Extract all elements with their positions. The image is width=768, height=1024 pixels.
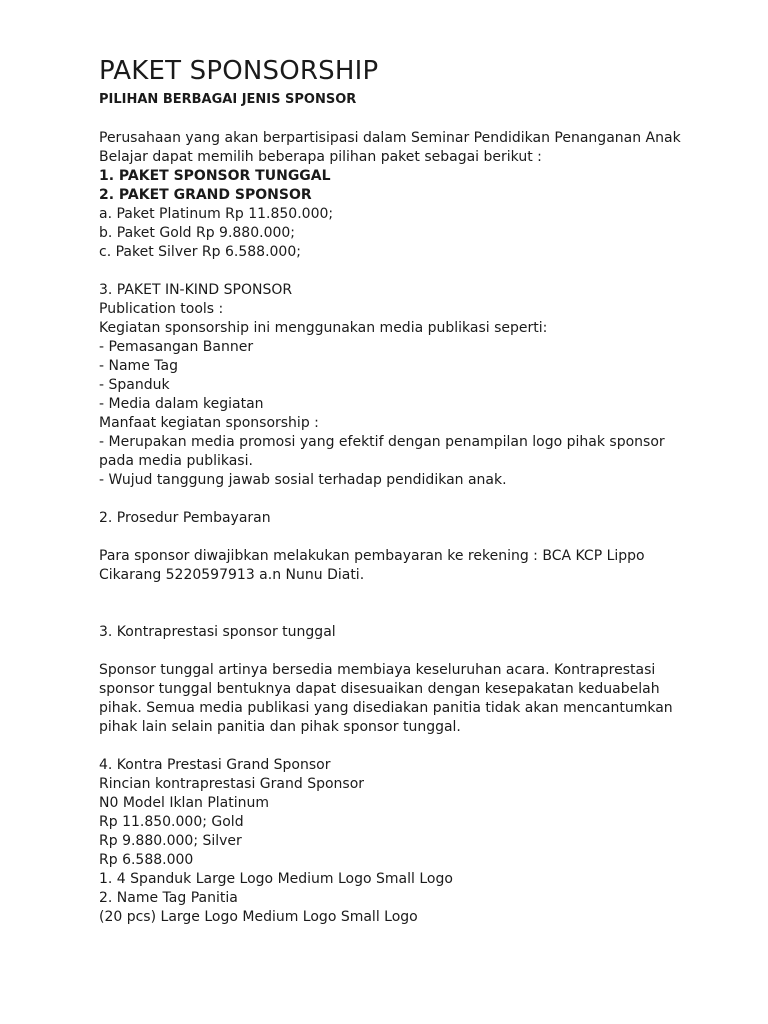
document-page: [99, 54, 739, 927]
kontra-grand-line: (20 pcs) Large Logo Medium Logo Small Logo: [99, 909, 418, 925]
kontra-grand-line: N0 Model Iklan Platinum: [99, 795, 270, 811]
kontra-grand-heading: 4. Kontra Prestasi Grand Sponsor: [99, 757, 331, 773]
payment-line: Para sponsor diwajibkan melakukan pembayaran ke rekening : BCA KCP Lippo: [99, 548, 645, 564]
page-title: PAKET SPONSORSHIP: [99, 56, 379, 86]
spacer: [99, 585, 739, 623]
intro-line: Perusahaan yang akan berpartisipasi dalam Seminar Pendidikan Penanganan Anak: [99, 130, 681, 146]
inkind-tools-desc: Kegiatan sponsorship ini menggunakan media publikasi seperti:: [99, 320, 548, 336]
inkind-benefit-item: - Wujud tanggung jawab sosial terhadap pendidikan anak.: [99, 472, 507, 488]
kontra-grand-line: 1. 4 Spanduk Large Logo Medium Logo Small Logo: [99, 871, 453, 887]
package-tunggal: 1. PAKET SPONSOR TUNGGAL: [99, 168, 331, 184]
kontra-grand-line: Rp 6.588.000: [99, 852, 194, 868]
spacer: [99, 110, 739, 129]
kontra-tunggal-heading: 3. Kontraprestasi sponsor tunggal: [99, 624, 336, 640]
inkind-benefit-item: - Merupakan media promosi yang efektif dengan penampilan logo pihak sponsor: [99, 434, 665, 450]
spacer: [99, 262, 739, 281]
inkind-tool-item: - Name Tag: [99, 358, 178, 374]
page-subtitle: PILIHAN BERBAGAI JENIS SPONSOR: [99, 92, 357, 107]
kontra-tunggal-line: Sponsor tunggal artinya bersedia membiaya keseluruhan acara. Kontraprestasi: [99, 662, 656, 678]
payment-heading: 2. Prosedur Pembayaran: [99, 510, 271, 526]
spacer: [99, 490, 739, 509]
intro-line: Belajar dapat memilih beberapa pilihan paket sebagai berikut :: [99, 149, 542, 165]
kontra-tunggal-line: pihak. Semua media publikasi yang disediakan panitia tidak akan mencantumkan: [99, 700, 673, 716]
package-gold: b. Paket Gold Rp 9.880.000;: [99, 225, 296, 241]
inkind-tool-item: - Pemasangan Banner: [99, 339, 254, 355]
kontra-grand-line: 2. Name Tag Panitia: [99, 890, 238, 906]
kontra-grand-line: Rp 11.850.000; Gold: [99, 814, 244, 830]
spacer: [99, 528, 739, 547]
package-silver: c. Paket Silver Rp 6.588.000;: [99, 244, 301, 260]
inkind-tools-label: Publication tools :: [99, 301, 224, 317]
spacer: [99, 737, 739, 756]
kontra-grand-line: Rp 9.880.000; Silver: [99, 833, 242, 849]
spacer: [99, 642, 739, 661]
payment-line: Cikarang 5220597913 a.n Nunu Diati.: [99, 567, 365, 583]
inkind-benefits-label: Manfaat kegiatan sponsorship :: [99, 415, 319, 431]
inkind-tool-item: - Spanduk: [99, 377, 170, 393]
inkind-heading: 3. PAKET IN-KIND SPONSOR: [99, 282, 293, 298]
kontra-grand-line: Rincian kontraprestasi Grand Sponsor: [99, 776, 365, 792]
kontra-tunggal-line: sponsor tunggal bentuknya dapat disesuaikan dengan kesepakatan keduabelah: [99, 681, 660, 697]
inkind-benefit-item: pada media publikasi.: [99, 453, 253, 469]
package-grand: 2. PAKET GRAND SPONSOR: [99, 187, 312, 203]
kontra-tunggal-line: pihak lain selain panitia dan pihak sponsor tunggal.: [99, 719, 461, 735]
package-platinum: a. Paket Platinum Rp 11.850.000;: [99, 206, 334, 222]
inkind-tool-item: - Media dalam kegiatan: [99, 396, 264, 412]
